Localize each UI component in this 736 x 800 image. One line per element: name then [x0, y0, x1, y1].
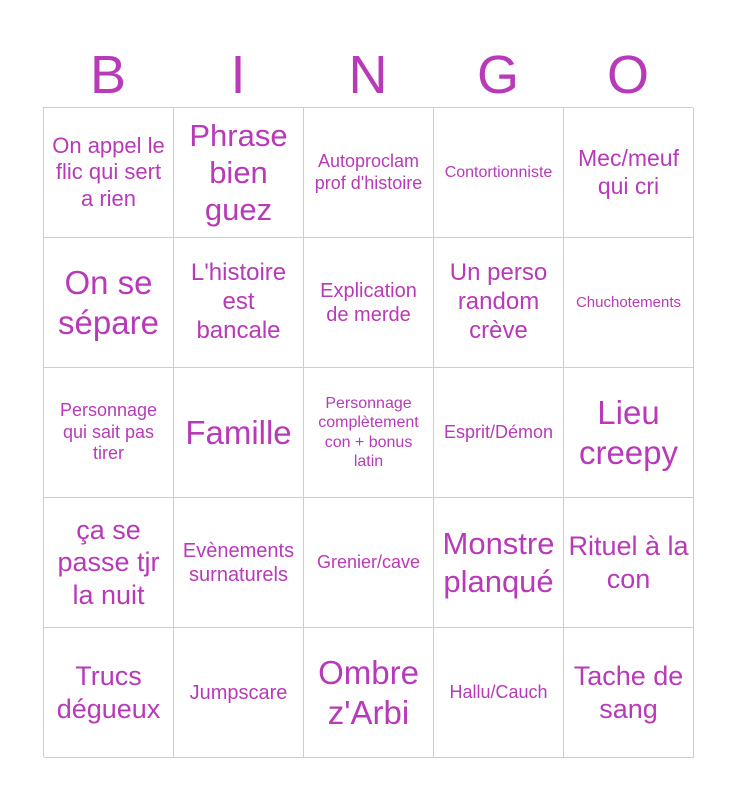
- bingo-cell[interactable]: [564, 108, 694, 238]
- cell-label: Phrase bien guez: [189, 117, 288, 228]
- cell-label: Rituel à la con: [568, 531, 689, 594]
- bingo-cell[interactable]: [44, 628, 174, 758]
- cell-label: Explication de merde: [320, 279, 417, 326]
- cell-label: Monstre planqué: [442, 526, 555, 599]
- cell-label: Hallu/Cauch: [449, 681, 548, 702]
- cell-label: Famille: [185, 413, 292, 451]
- bingo-cell[interactable]: [174, 628, 304, 758]
- bingo-cell[interactable]: [304, 238, 434, 368]
- cell-label: Jumpscare: [189, 681, 288, 704]
- cell-label: L'histoire est bancale: [190, 259, 287, 344]
- bingo-cell[interactable]: [564, 368, 694, 498]
- header-letter-i: I: [230, 45, 246, 105]
- cell-label: Evènements surnaturels: [182, 539, 295, 586]
- cell-label: On se sépare: [58, 263, 159, 341]
- bingo-cell[interactable]: [44, 238, 174, 368]
- bingo-cell[interactable]: [564, 238, 694, 368]
- cell-label: Lieu creepy: [578, 393, 679, 471]
- cell-label: On appel le flic qui sert a rien: [52, 132, 165, 211]
- bingo-cell[interactable]: [174, 498, 304, 628]
- cell-label: ça se passe tjr la nuit: [57, 514, 160, 610]
- bingo-cell[interactable]: [304, 368, 434, 498]
- bingo-cell[interactable]: [304, 628, 434, 758]
- bingo-cell[interactable]: [174, 368, 304, 498]
- bingo-cell[interactable]: [564, 628, 694, 758]
- cell-label: Ombre z'Arbi: [318, 653, 419, 731]
- cell-label: Esprit/Démon: [443, 421, 554, 442]
- cell-label: Contortionniste: [444, 163, 553, 181]
- cell-label: Autoproclam prof d'histoire: [314, 150, 423, 193]
- bingo-cell[interactable]: [434, 238, 564, 368]
- bingo-cell[interactable]: [434, 368, 564, 498]
- bingo-cell[interactable]: [304, 498, 434, 628]
- bingo-cell[interactable]: [434, 498, 564, 628]
- bingo-cell[interactable]: [44, 498, 174, 628]
- cell-label: Tache de sang: [573, 661, 684, 724]
- cell-label: Grenier/cave: [316, 551, 421, 572]
- bingo-cell[interactable]: [174, 108, 304, 238]
- bingo-cell[interactable]: [44, 108, 174, 238]
- cell-label: Personnage complètement con + bonus latin: [318, 395, 419, 470]
- bingo-cell[interactable]: [304, 108, 434, 238]
- cell-label: Mec/meuf qui cri: [578, 144, 679, 199]
- bingo-cell[interactable]: [44, 368, 174, 498]
- header-letter-g: G: [476, 45, 519, 105]
- bingo-cell[interactable]: [174, 238, 304, 368]
- cell-label: Personnage qui sait pas tirer: [59, 400, 158, 464]
- cell-label: Un perso random crève: [449, 259, 548, 344]
- cell-label: Chuchotements: [575, 293, 682, 311]
- header-letter-n: N: [348, 45, 388, 105]
- cell-label: Trucs dégueux: [56, 661, 161, 724]
- header-letter-o: O: [606, 45, 649, 105]
- bingo-cell[interactable]: [434, 628, 564, 758]
- bingo-header: [43, 42, 693, 108]
- bingo-cell[interactable]: [564, 498, 694, 628]
- bingo-grid: [43, 107, 693, 757]
- bingo-cell[interactable]: [434, 108, 564, 238]
- header-letter-b: B: [89, 45, 127, 105]
